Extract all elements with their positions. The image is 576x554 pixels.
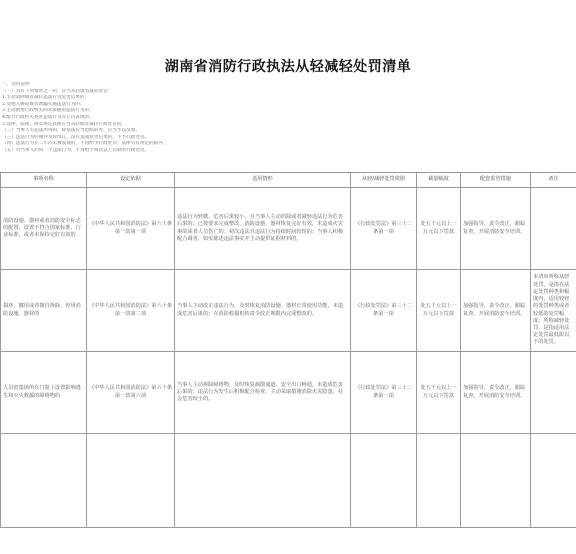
header-measures: 配套监管措施 [461, 173, 531, 188]
empty-cell [417, 434, 461, 528]
cell-measures: 加强指导，责令改正，跟踪复查，开展消防安全培训。 [461, 188, 531, 270]
note-line: （一）具有下列情形之一的，应当从轻或者减轻处罚： [2, 88, 113, 94]
empty-cell [1, 434, 87, 528]
note-line: （二）当事人有违法所得的，除依法应当退赔的外，应当予以没收。 [2, 128, 140, 134]
cell-range: 处五千元以上一万元以下罚款 [417, 270, 461, 352]
empty-cell [461, 434, 531, 528]
table-row [1, 188, 576, 270]
cell-legal-basis: 《行政处罚法》第三十二条第一项 [351, 188, 417, 270]
cell-legal-basis: 《行政处罚法》第三十二条第一项 [351, 352, 417, 434]
document-title: 湖南省消防行政执法从轻减轻处罚清单 [164, 59, 412, 75]
header-item-name: 事项名称 [1, 173, 87, 188]
table-header-row [1, 173, 576, 188]
empty-cell [351, 434, 417, 528]
cell-item-name: 消防设施、器材或者消防安全标志的配置、设置不符合国家标准、行业标准，或者未保持完好有效的 [1, 188, 87, 270]
cell-remark [531, 352, 576, 434]
cell-measures: 加强指导，责令改正，跟踪复查，开展消防安全培训。 [461, 270, 531, 352]
note-line: （四）违法行为在二年内未被发现的，不再给予行政处罚；法律另有规定的除外。 [2, 141, 168, 147]
usage-notes [2, 82, 362, 155]
cell-basis: 《中华人民共和国消防法》第六十条第一款第六项 [87, 352, 175, 434]
table-row [1, 270, 576, 352]
cell-basis: 《中华人民共和国消防法》第六十条第一款第二项 [87, 270, 175, 352]
penalty-table [0, 172, 576, 528]
empty-cell [531, 434, 576, 528]
empty-cell [175, 434, 351, 528]
note-line: 一、适用说明 [2, 82, 30, 87]
table-row-empty [1, 434, 576, 528]
cell-situation: 违法行为轻微，危害后果较小，且当事人主动消除或者减轻违法行为危害后果的；已按要求完成整改，消防设施、器材恢复完好有效，未造成火灾事故或者人员伤亡的；初次违法且违法行为持续时间较短的；当事人积极配合调查，如实陈述违法事实并主动提供证据材料的。 [175, 188, 351, 270]
note-line: 3.主动供述行政机关尚未掌握的违法行为的； [2, 108, 94, 114]
note-line: 2.受他人胁迫或者诱骗实施违法行为的； [2, 101, 85, 107]
cell-item-name: 人员密集场所在门窗上设置影响逃生和灭火救援的障碍物的 [1, 352, 87, 434]
empty-cell [87, 434, 175, 528]
cell-range: 处五千元以上一万元以下罚款 [417, 188, 461, 270]
cell-situation: 当事人主动改正违法行为，及时恢复消防设施、器材正常使用功能，未造成危害后果的；在消防救援机构责令改正期限内完成整改的。 [175, 270, 351, 352]
note-line: 5.法律、法规、规章规定其他应当从轻或者减轻行政处罚的。 [2, 121, 126, 127]
table-row [1, 352, 576, 434]
note-line: （三）违法行为轻微并及时改正，没有造成危害后果的，不予行政处罚。 [2, 134, 150, 140]
cell-range: 处五千元以上一万元以下罚款 [417, 352, 461, 434]
cell-item-name: 损坏、挪用或者擅自拆除、停用消防设施、器材的 [1, 270, 87, 352]
note-line: 1.主动消除或者减轻违法行为危害后果的； [2, 95, 90, 101]
cell-remark [531, 188, 576, 270]
header-range: 裁量幅度 [417, 173, 461, 188]
cell-remark: 本清单所称从轻处罚，是指在法定处罚种类和幅度内，适用较轻的处罚种类或者较低的处罚幅度；所称减轻处罚，是指适用法定处罚最低限以下的处罚。 [531, 270, 576, 352]
header-situation: 适用情形 [175, 173, 351, 188]
header-remark: 备注 [531, 173, 576, 188]
cell-basis: 《中华人民共和国消防法》第六十条第一款第一项 [87, 188, 175, 270]
cell-situation: 当事人主动拆除障碍物，及时恢复疏散通道、安全出口畅通，未造成危害后果的；违法行为发生后积极配合检查，主动采取措施消除火灾隐患，社会危害较小的。 [175, 352, 351, 434]
note-line: 4.配合行政机关查处违法行为有立功表现的； [2, 114, 94, 120]
cell-legal-basis: 《行政处罚法》第三十二条第一项 [351, 270, 417, 352]
header-legal-basis: 从轻/减轻处罚依据 [351, 173, 417, 188]
header-basis: 设定依据 [87, 173, 175, 188]
cell-measures: 加强指导，责令改正，跟踪复查，开展消防安全培训。 [461, 352, 531, 434]
note-line: （五）对当事人的同一个违法行为，不得给予两次以上罚款的行政处罚。 [2, 147, 150, 153]
